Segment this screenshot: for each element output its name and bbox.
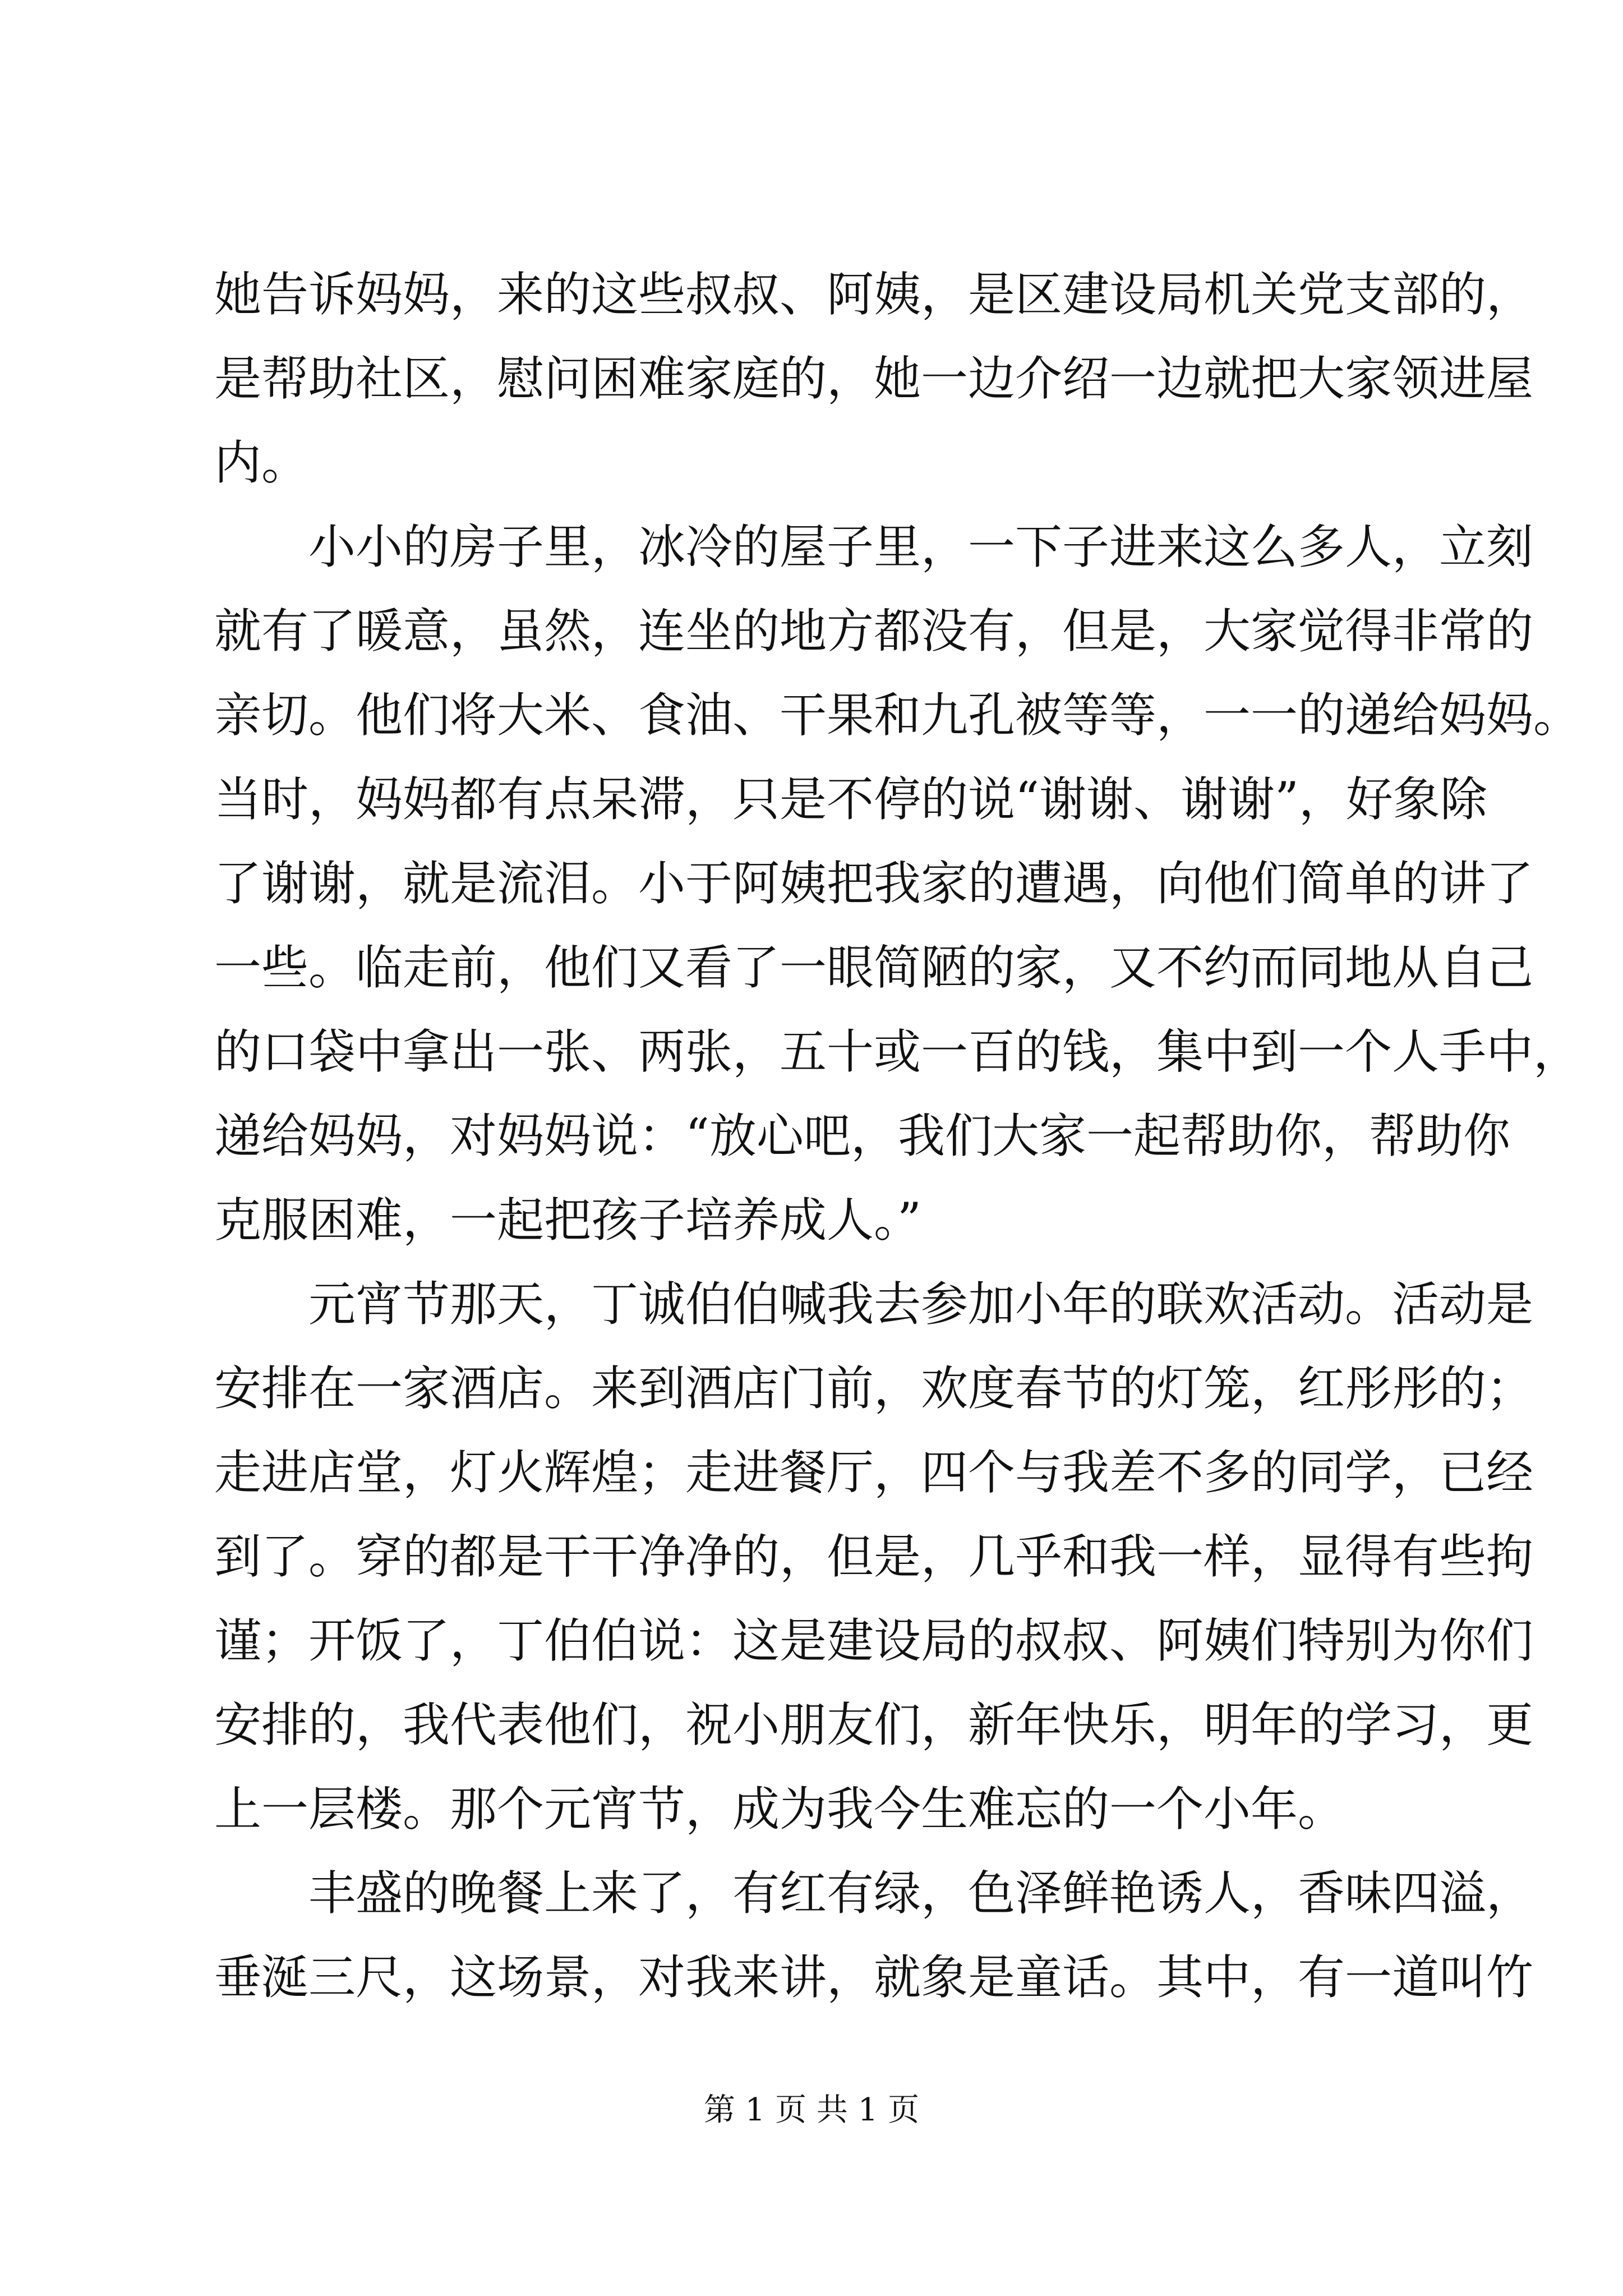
text-line: 垂涎三尺，这场景，对我来讲，就象是童话。其中，有一道叫竹 (214, 1950, 1534, 2005)
text-line: 亲切。他们将大米、食油、干果和九孔被等等，一一的递给妈妈。 (214, 688, 1581, 743)
text-line: 元宵节那天，丁诚伯伯喊我去参加小年的联欢活动。活动是 (308, 1277, 1534, 1332)
text-line: 的口袋中拿出一张、两张，五十或一百的钱，集中到一个人手中， (214, 1024, 1581, 1079)
text-line: 就有了暖意，虽然，连坐的地方都没有，但是，大家觉得非常的 (214, 604, 1534, 659)
paragraph-4 (214, 1851, 1534, 2019)
text-line: 克服困难，一起把孩子培养成人。” (214, 1193, 921, 1248)
text-line: 是帮助社区，慰问困难家庭的，她一边介绍一边就把大家领进屋 (214, 351, 1534, 406)
text-line: 安排的，我代表他们，祝小朋友们，新年快乐，明年的学习，更 (214, 1697, 1534, 1752)
text-line: 安排在一家酒店。来到酒店门前，欢度春节的灯笼，红彤彤的； (214, 1361, 1534, 1416)
text-line: 丰盛的晚餐上来了，有红有绿，色泽鲜艳诱人，香味四溢， (308, 1866, 1534, 1921)
text-line: 到了。穿的都是干干净净的，但是，几乎和我一样，显得有些拘 (214, 1529, 1534, 1584)
text-line: 了谢谢，就是流泪。小于阿姨把我家的遭遇，向他们简单的讲了 (214, 856, 1534, 911)
document-body (214, 252, 1581, 2019)
text-line: 内。 (214, 435, 309, 490)
text-line: 当时，妈妈都有点呆滞，只是不停的说“谢谢、谢谢”，好象除 (214, 772, 1487, 827)
text-line: 谨；开饭了，丁伯伯说：这是建设局的叔叔、阿姨们特别为你们 (214, 1613, 1534, 1668)
page-footer: 第 1 页 共 1 页 (703, 2092, 920, 2128)
text-line: 她告诉妈妈，来的这些叔叔、阿姨，是区建设局机关党支部的， (214, 267, 1534, 322)
text-line: 走进店堂，灯火辉煌；走进餐厅，四个与我差不多的同学，已经 (214, 1445, 1534, 1500)
text-line: 递给妈妈，对妈妈说：“放心吧，我们大家一起帮助你，帮助你 (214, 1108, 1510, 1163)
paragraph-3 (214, 1262, 1534, 1851)
text-line: 上一层楼。那个元宵节，成为我今生难忘的一个小年。 (214, 1782, 1345, 1837)
text-line: 小小的房子里，冰冷的屋子里，一下子进来这么多人，立刻 (308, 519, 1534, 574)
paragraph-1 (214, 252, 1534, 505)
paragraph-2 (214, 505, 1581, 1262)
text-line: 一些。临走前，他们又看了一眼简陋的家，又不约而同地从自己 (214, 940, 1534, 995)
